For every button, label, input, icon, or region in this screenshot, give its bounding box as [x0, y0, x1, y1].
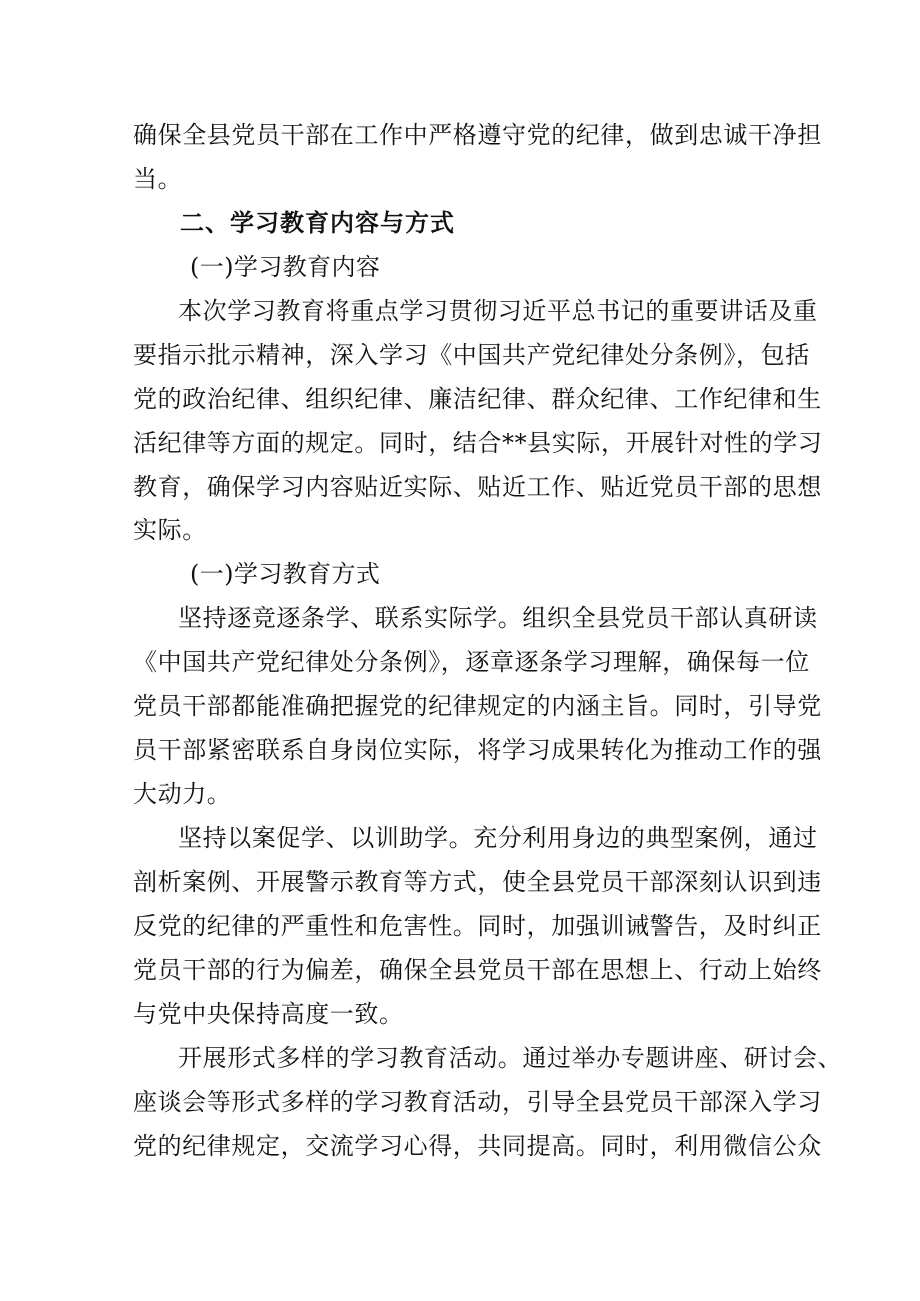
text-line: 《中国共产党纪律处分条例》，逐章逐条学习理解，确保每一位 — [133, 648, 810, 676]
text-line: 反党的纪律的严重性和危害性。同时，加强训诫警告，及时纠正 — [133, 912, 822, 940]
text-line: 坚持逐竞逐条学、联系实际学。组织全县党员干部认真研读 — [178, 604, 818, 632]
text-line: 要指示批示精神，深入学习《中国共产党纪律处分条例》，包括 — [133, 341, 810, 369]
text-line: 教育，确保学习内容贴近实际、贴近工作、贴近党员干部的思想 — [133, 473, 822, 501]
section-heading: 二、学习教育内容与方式 — [180, 208, 455, 237]
text-line: 当。 — [133, 165, 183, 193]
subsection-heading: (一)学习教育内容 — [190, 253, 381, 281]
text-line: 开展形式多样的学习教育活动。通过举办专题讲座、研讨会、 — [178, 1044, 843, 1072]
text-line: 员干部紧密联系自身岗位实际，将学习成果转化为推动工作的强 — [133, 736, 822, 764]
text-line: 活纪律等方面的规定。同时，结合**县实际，开展针对性的学习 — [133, 429, 823, 457]
text-line: 党的政治纪律、组织纪律、廉洁纪律、群众纪律、工作纪律和生 — [133, 385, 822, 413]
text-line: 党员干部的行为偏差，确保全县党员干部在思想上、行动上始终 — [133, 956, 822, 984]
text-line: 本次学习教育将重点学习贯彻习近平总书记的重要讲话及重 — [178, 297, 818, 325]
text-line: 大动力。 — [133, 780, 232, 808]
text-line: 座谈会等形式多样的学习教育活动，引导全县党员干部深入学习 — [133, 1088, 822, 1116]
text-line: 实际。 — [133, 516, 207, 544]
text-line: 确保全县党员干部在工作中严格遵守党的纪律，做到忠诚干净担 — [133, 121, 822, 149]
text-line: 坚持以案促学、以训助学。充分利用身边的典型案例，通过 — [178, 824, 818, 852]
text-line: 与党中央保持高度一致。 — [133, 1000, 404, 1028]
text-line: 党员干部都能准确把握党的纪律规定的内涵主旨。同时，引导党 — [133, 692, 822, 720]
subsection-heading: (一)学习教育方式 — [190, 560, 381, 588]
text-line: 剖析案例、开展警示教育等方式，使全县党员干部深刻认识到违 — [133, 868, 822, 896]
text-line: 党的纪律规定，交流学习心得，共同提高。同时，利用微信公众 — [133, 1132, 822, 1160]
